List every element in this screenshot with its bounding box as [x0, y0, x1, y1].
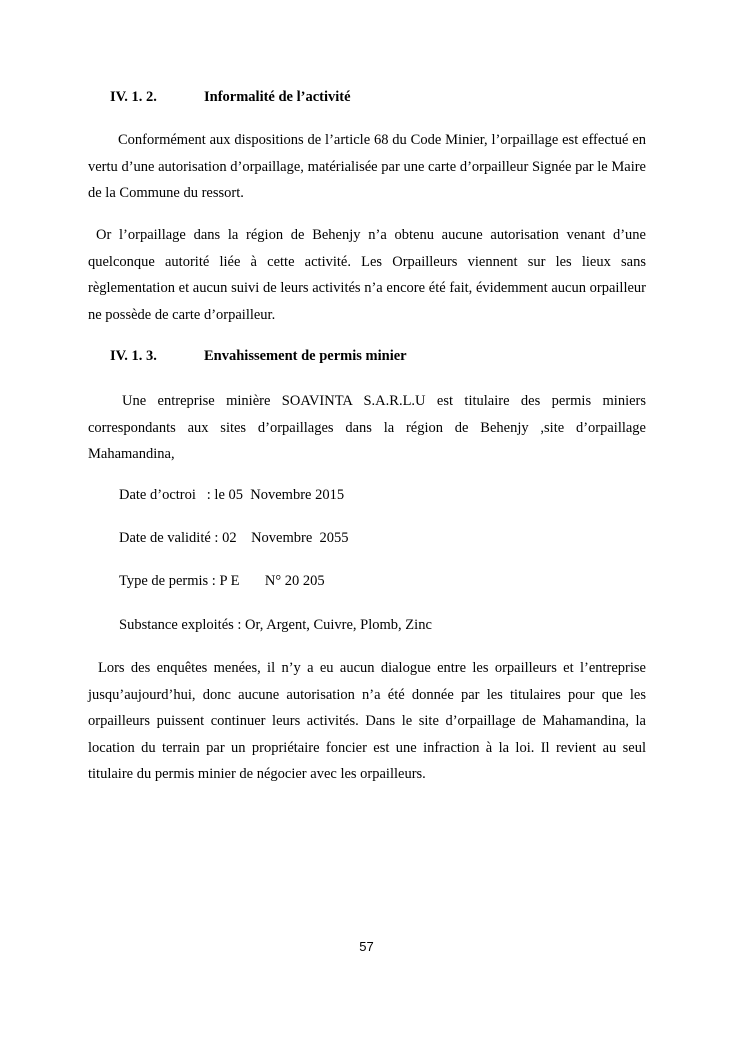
field-date-octroi: Date d’octroi : le 05 Novembre 2015: [119, 487, 345, 503]
paragraph-code-minier: Conformément aux dispositions de l’article 68 du Code Minier, l’orpaillage est effectué en vertu d’une autorisation d’orpaillage, matérialisée par une carte d’orpailleur Signée par le Maire de la Commune du ressort.: [88, 132, 646, 201]
section-heading-informalite: [110, 89, 351, 106]
section-title: Envahissement de permis minier: [204, 348, 407, 364]
field-substance: Substance exploités : Or, Argent, Cuivre, Plomb, Zinc: [119, 617, 432, 633]
section-title: Informalité de l’activité: [204, 89, 351, 105]
paragraph-enquetes: Lors des enquêtes menées, il n’y a eu aucun dialogue entre les orpailleurs et l’entreprise jusqu’aujourd’hui, donc aucune autorisation n’a été donnée par les titulaires pour que les orpailleurs puissent continuer leurs activités. Dans le site d’orpaillage de Mahamandina, la location du terrain par un propriétaire foncier est une infraction à la loi. Il revient au seul titulaire du permis minier de négocier avec les orpailleurs.: [88, 660, 646, 782]
paragraph-behenjy-autorisation: Or l’orpaillage dans la région de Behenjy n’a obtenu aucune autorisation venant d’une quelconque autorité liée à cette activité. Les Orpailleurs viennent sur les lieux sans règlementation et aucun suivi de leurs activités n’a encore été fait, évidemment aucun orpailleur ne possède de carte d’orpailleur.: [88, 227, 646, 323]
section-number: IV. 1. 2.: [110, 89, 157, 105]
field-date-validite: Date de validité : 02 Novembre 2055: [119, 530, 349, 546]
field-type-permis: Type de permis : P E N° 20 205: [119, 573, 325, 589]
page-number: 57: [359, 939, 374, 954]
section-heading-envahissement: [110, 348, 407, 365]
section-number: IV. 1. 3.: [110, 348, 157, 364]
paragraph-soavinta: Une entreprise minière SOAVINTA S.A.R.L.U est titulaire des permis miniers correspondants aux sites d’orpaillages dans la région de Behenjy ,site d’orpaillage Mahamandina,: [88, 393, 646, 462]
